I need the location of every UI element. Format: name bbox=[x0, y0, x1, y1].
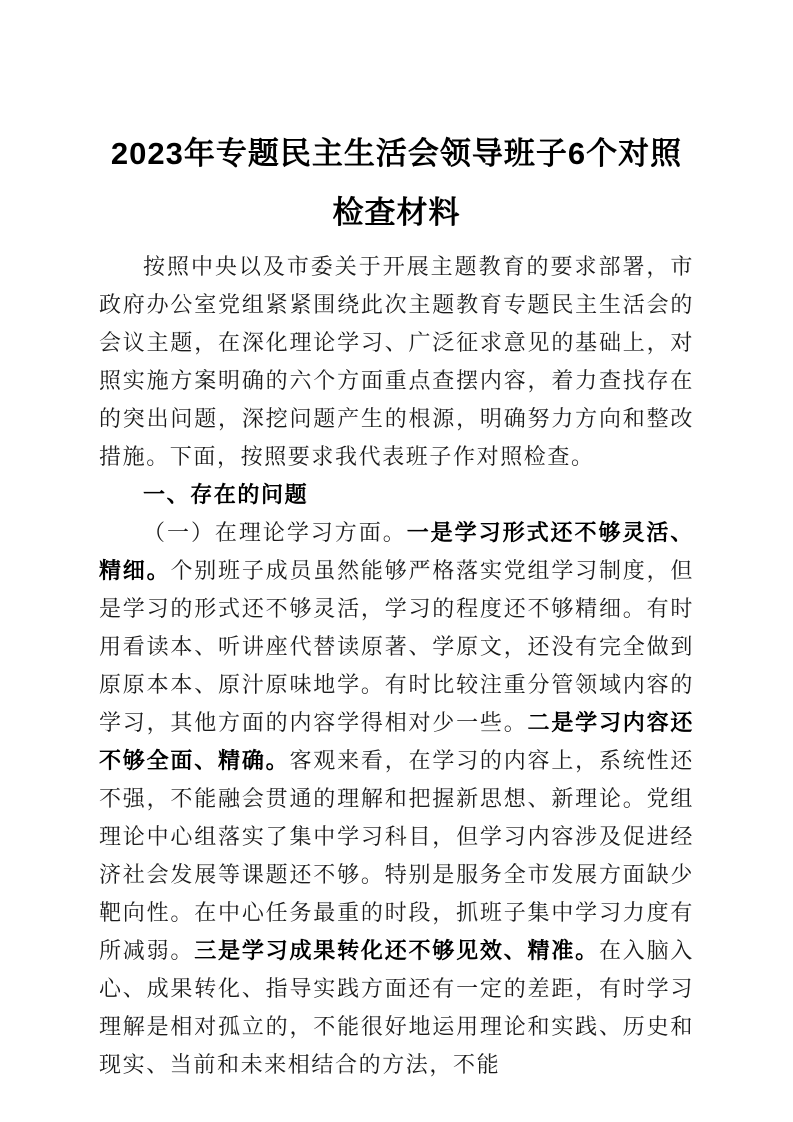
intro-paragraph: 按照中央以及市委关于开展主题教育的要求部署，市政府办公室党组紧紧围绕此次主题教育专题民主生活会的会议主题，在深化理论学习、广泛征求意见的基础上，对照实施方案明确的六个方面重点查摆内容，着力查找存在的突出问题，深挖问题产生的根源，明确努力方向和整改措施。下面，按照要求我代表班子作对照检查。 bbox=[99, 254, 694, 469]
section1-paragraph bbox=[99, 514, 694, 1084]
document-body bbox=[99, 124, 694, 1084]
text-segment-point3-body: 在入脑入心、成果转化、指导实践方面还有一定的差距，有时学习理解是相对孤立的，不能很好地运用理论和实践、历史和现实、当前和未来相结合的方法，不能 bbox=[99, 938, 694, 1077]
text-segment-subheading: （一）在理论学习方面。 bbox=[143, 520, 407, 545]
text-segment-point2-lead: 二是学习内容还不够全面、精确。 bbox=[99, 710, 694, 773]
text-segment-point1-body: 个别班子成员虽然能够严格落实党组学习制度，但是学习的形式还不够灵活，学习的程度还不够精细。有时用看读本、听讲座代替读原著、学原文，还没有完全做到原原本本、原汁原味地学。有时比较注重分管领域内容的学习，其他方面的内容学得相对少一些。 bbox=[99, 558, 695, 735]
text-segment-point2-body: 客观来看，在学习的内容上，系统性还不强，不能融会贯通的理解和把握新思想、新理论。党组理论中心组落实了集中学习科目，但学习内容涉及促进经济社会发展等课题还不够。特别是服务全市发展方面缺少靶向性。在中心任务最重的时段，抓班子集中学习力度有所减弱。 bbox=[99, 748, 694, 963]
text-segment-point3-lead: 三是学习成果转化还不够见效、精准。 bbox=[194, 938, 599, 963]
text-segment-point1-lead: 一是学习形式还不够灵活、精细。 bbox=[99, 520, 694, 583]
document-title: 2023年专题民主生活会领导班子6个对照检查材料 bbox=[110, 136, 683, 230]
section1-heading: 一、存在的问题 bbox=[143, 482, 309, 507]
